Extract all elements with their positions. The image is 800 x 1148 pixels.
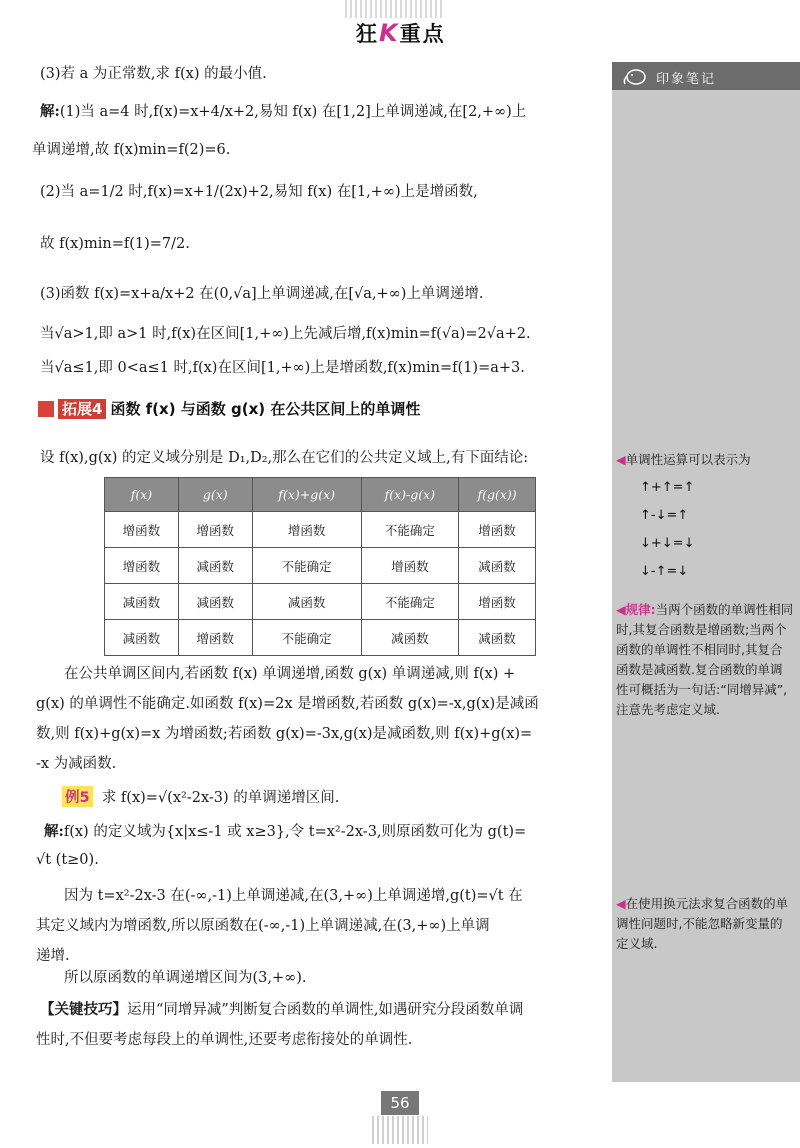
table-cell: 增函数 <box>252 512 361 548</box>
table-header: g(x) <box>178 478 252 512</box>
table-header: f(x)+g(x) <box>252 478 361 512</box>
table-cell: 减函数 <box>252 584 361 620</box>
table-row <box>105 512 536 548</box>
solution-3-case1: 当√a>1,即 a>1 时,f(x)在区间[1,+∞)上先减后增,f(x)min=f(√a)=2√a+2. <box>40 326 531 342</box>
solution-1: 解:(1)当 a=4 时,f(x)=x+4/x+2,易知 f(x) 在[1,2]上单调递减,在[2,+∞)上 <box>40 103 527 120</box>
table-cell: 减函数 <box>178 584 252 620</box>
paragraph-line: 在公共单调区间内,若函数 f(x) 单调递增,函数 g(x) 单调递减,则 f(x) + <box>64 666 516 682</box>
table-row <box>105 584 536 620</box>
table-header: f(g(x)) <box>459 478 536 512</box>
solution-3-case2: 当√a≤1,即 0<a≤1 时,f(x)在区间[1,+∞)上是增函数,f(x)min=f(1)=a+3. <box>40 360 525 376</box>
note-substitution: ◀在使用换元法求复合函数的单调性问题时,不能忽略新变量的定义域. <box>616 896 789 951</box>
note-rule: ◀规律:当两个函数的单调性相同时,其复合函数是增函数;当两个函数的单调性不相同时,其复合函数是减函数.复合函数的单调性可概括为一句话:“同增异减”,注意先考虑定义域. <box>616 602 794 717</box>
table-row <box>105 548 536 584</box>
table-cell: 增函数 <box>178 512 252 548</box>
table-cell: 减函数 <box>105 584 179 620</box>
solution-2-cont: 故 f(x)min=f(1)=7/2. <box>40 236 190 252</box>
table-row <box>105 620 536 656</box>
table-header-row <box>105 478 536 512</box>
page-header <box>0 0 800 58</box>
solution-3: (3)函数 f(x)=x+a/x+2 在(0,√a]上单调递减,在[√a,+∞)上单调递增. <box>40 286 484 302</box>
table-cell: 不能确定 <box>361 512 458 548</box>
margin-notes-header <box>612 62 800 90</box>
example-conclusion: 所以原函数的单调递增区间为(3,+∞). <box>64 970 307 986</box>
table-header: f(x)-g(x) <box>361 478 458 512</box>
extension-heading: 拓展4 函数 f(x) 与函数 g(x) 在公共区间上的单调性 <box>38 398 420 420</box>
table-cell: 减函数 <box>361 620 458 656</box>
table-header: f(x) <box>105 478 179 512</box>
example-5: 例5 求 f(x)=√(x²-2x-3) 的单调递增区间. <box>62 786 339 807</box>
paragraph-line: 数,则 f(x)+g(x)=x 为增函数;若函数 g(x)=-3x,g(x)是减函数,则 f(x)+g(x)= <box>36 726 533 742</box>
table-cell: 不能确定 <box>252 548 361 584</box>
table-cell: 增函数 <box>105 512 179 548</box>
key-tip-cont: 性时,不但要考虑每段上的单调性,还要考虑衔接处的单调性. <box>36 1032 413 1048</box>
example-solution-2c: 递增. <box>36 948 70 964</box>
paragraph-line: g(x) 的单调性不能确定.如函数 f(x)=2x 是增函数,若函数 g(x)=-x,g(x)是减函 <box>36 696 539 712</box>
table-cell: 增函数 <box>105 548 179 584</box>
key-tip: 【关键技巧】运用“同增异减”判断复合函数的单调性,如遇研究分段函数单调 <box>40 1002 524 1018</box>
table-cell: 增函数 <box>459 512 536 548</box>
arrow-rule: ↓+↓=↓ <box>640 536 695 551</box>
table-cell: 减函数 <box>459 548 536 584</box>
solution-1-cont: 单调递增,故 f(x)min=f(2)=6. <box>32 142 231 158</box>
table-cell: 减函数 <box>105 620 179 656</box>
example-solution-cont: √t (t≥0). <box>36 852 99 868</box>
table-cell: 增函数 <box>178 620 252 656</box>
header-pattern <box>345 0 445 18</box>
question-3: (3)若 a 为正常数,求 f(x) 的最小值. <box>40 66 267 82</box>
example-solution-2: 因为 t=x²-2x-3 在(-∞,-1)上单调递减,在(3,+∞)上单调递增,g(t)=√t 在 <box>64 888 523 904</box>
page-number: 56 <box>381 1091 419 1115</box>
note-operations: ◀单调性运算可以表示为 <box>616 452 751 467</box>
book-title: 狂K重点 <box>356 19 446 47</box>
arrow-rules <box>640 474 760 586</box>
example-solution: 解:f(x) 的定义域为{x|x≤-1 或 x≥3},令 t=x²-2x-3,则原函数可化为 g(t)= <box>44 823 527 840</box>
example-tag: 例5 <box>62 786 93 807</box>
paragraph-line: -x 为减函数. <box>36 756 117 772</box>
example-solution-2b: 其定义域内为增函数,所以原函数在(-∞,-1)上单调递减,在(3,+∞)上单调 <box>36 918 490 934</box>
margin-notes-title: 印象笔记 <box>656 72 717 87</box>
arrow-rule: ↓-↑=↓ <box>640 564 689 579</box>
table-cell: 增函数 <box>459 584 536 620</box>
table-cell: 增函数 <box>361 548 458 584</box>
solution-2: (2)当 a=1/2 时,f(x)=x+1/(2x)+2,易知 f(x) 在[1,+∞)上是增函数, <box>40 184 478 200</box>
elephant-icon <box>622 66 648 86</box>
table-cell: 不能确定 <box>252 620 361 656</box>
intro-text: 设 f(x),g(x) 的定义域分别是 D₁,D₂,那么在它们的公共定义域上,有下面结论: <box>40 450 529 466</box>
arrow-rule: ↑-↓=↑ <box>640 508 689 523</box>
table-cell: 减函数 <box>178 548 252 584</box>
table-cell: 减函数 <box>459 620 536 656</box>
footer-pattern <box>372 1116 428 1144</box>
monotonicity-table <box>104 477 536 656</box>
arrow-rule: ↑+↑=↑ <box>640 480 695 495</box>
table-cell: 不能确定 <box>361 584 458 620</box>
book-icon <box>38 401 54 417</box>
